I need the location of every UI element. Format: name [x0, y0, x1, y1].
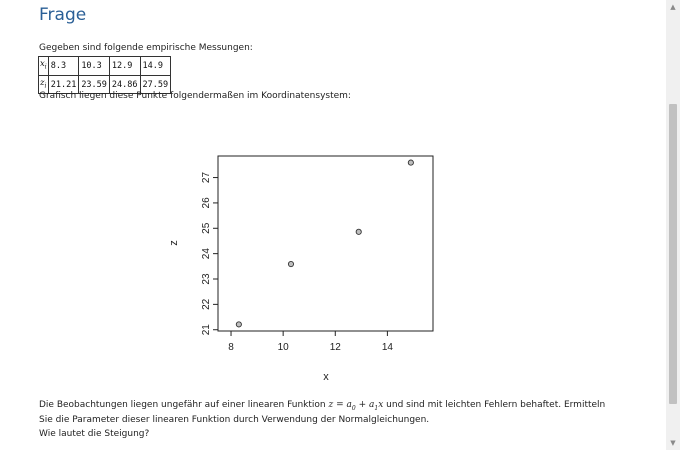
table-cell: 12.9	[109, 57, 140, 76]
question-line-2: Sie die Parameter dieser linearen Funktion durch Verwendung der Normalgleichungen.	[39, 415, 430, 425]
data-point	[236, 322, 241, 327]
row-label-z: $z_i$	[39, 75, 49, 94]
x-axis	[228, 331, 393, 353]
table-cell: 27.59	[140, 75, 171, 94]
table-cell: 10.3	[79, 57, 110, 76]
table-cell: 24.86	[109, 75, 140, 94]
row-label-x: $x_i$	[39, 57, 49, 76]
question-line-3: Wie lautet die Steigung?	[39, 429, 150, 439]
formula: $z = a_0 + a_1x$	[328, 400, 384, 412]
data-point	[356, 229, 361, 234]
table-cell: 8.3	[48, 57, 79, 76]
vertical-scrollbar[interactable]	[666, 0, 680, 450]
y-tick-label: 24	[201, 248, 212, 260]
scroll-down-icon[interactable]: ▼	[670, 439, 676, 447]
x-tick-label: 14	[381, 342, 393, 353]
table-row	[39, 57, 171, 76]
table-cell: 21.21	[48, 75, 79, 94]
x-tick-label: 8	[228, 342, 234, 353]
y-axis-label: z	[168, 240, 180, 246]
question-line-1: Die Beobachtungen liegen ungefähr auf einer linearen Funktion $z = a_0 + a_1x$ und sind mit leichten Fehlern behaftet. Ermitteln	[39, 400, 606, 412]
y-tick-label: 25	[201, 222, 212, 234]
plot-frame	[218, 156, 433, 331]
measurement-table	[38, 56, 171, 94]
data-point	[288, 261, 293, 266]
y-tick-label: 21	[201, 324, 212, 336]
y-tick-label: 23	[201, 273, 212, 285]
y-tick-label: 27	[201, 171, 212, 184]
x-tick-label: 10	[277, 342, 289, 353]
x-axis-label: x	[323, 371, 329, 383]
data-point	[408, 160, 413, 165]
table-cell: 14.9	[140, 57, 171, 76]
y-tick-label: 22	[201, 298, 212, 310]
graph-intro-text: Grafisch liegen diese Punkte folgendermaßen im Koordinatensystem:	[39, 91, 351, 101]
table-cell: 23.59	[79, 75, 110, 94]
x-tick-label: 12	[329, 342, 341, 353]
y-tick-label: 26	[201, 197, 212, 209]
y-axis	[201, 172, 218, 336]
intro-text: Gegeben sind folgende empirische Messungen:	[39, 43, 253, 53]
data-points	[236, 160, 413, 327]
scroll-thumb[interactable]	[669, 104, 677, 404]
page-title: Frage	[39, 5, 87, 25]
scroll-up-icon[interactable]: ▲	[670, 3, 676, 11]
scatter-plot	[160, 110, 460, 390]
